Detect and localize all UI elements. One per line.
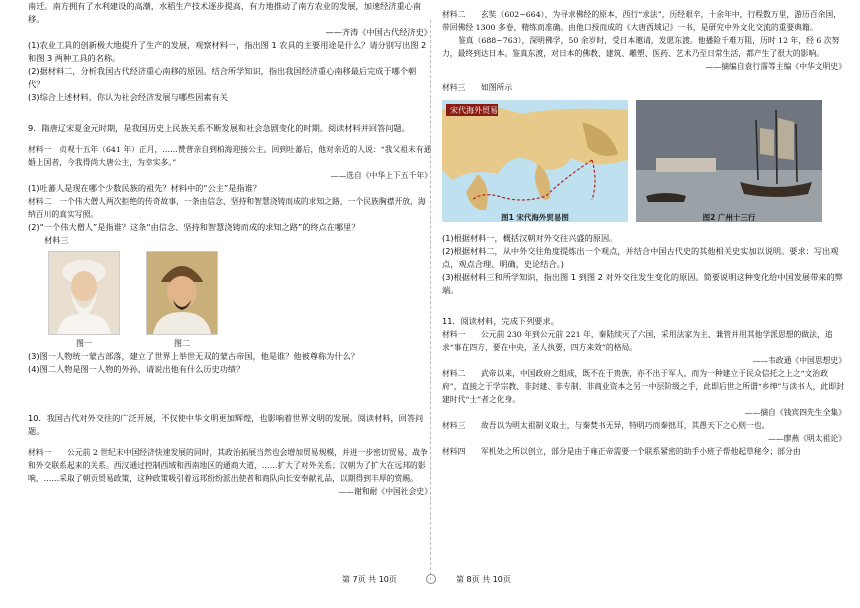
q11-material-3-source: ——廖燕《明太祖论》	[768, 434, 846, 443]
canton-thirteen-factories-figure	[636, 100, 822, 226]
source-citation: ——齐涛《中国古代经济史》	[325, 27, 432, 37]
q11-material-2: 材料二 武帝以来，中国政府之组成，既不在于贵族，亦不出于军人，而为一种建立于民众信托之上之“文治政府”，直接之于学宗教、非封建、非专制、非商业资本之另一中层阶级之手，此即后世之所谓“乡绅”与读书人，此即封建时代“士”者之化身。	[442, 369, 844, 404]
map-title: 宋代海外贸易	[450, 106, 498, 115]
question-8-1: (1)农业工具的创新极大地提升了生产的发展，观察材料一，指出图 1 农具的主要用途是什么？请分别写出图 2 和图 3 两种工具的名称。	[28, 40, 427, 63]
right-column	[442, 0, 846, 458]
q11-material-3: 材料三 故吾以为明太祖制义取士，与秦焚书无异，特明巧而秦拙耳，其愚天下之心则一也。	[442, 421, 770, 430]
q11-material-1-source: ——韦政通《中国思想史》	[752, 356, 846, 365]
question-9-title: 9．隋唐辽宋夏金元时期，是我国历史上民族关系不断发展和社会急剧变化的时期。阅读材料并回答问题。	[28, 123, 410, 133]
figure-2-caption-right: 图2 广州十三行	[702, 213, 756, 222]
q9-material-1-source: ——选自《中华上下五千年》	[330, 171, 432, 180]
question-9-2: (2)“一个伟大僧人”是指谁？这条“由信念、坚持和智慧浇铸而成的求知之路”的终点在哪里？	[28, 222, 360, 232]
figure-2-caption: 图二	[174, 339, 190, 348]
q10-material-1: 材料一 公元前 2 世纪末中国经济快速发展的同时，其政治拓展当然也会增加贸易规模，并进一步密切贸易、战争和外交联系起来的关系。西汉通过控制西域和西南地区的通商大道，……扩大了对外关系；汉朝为了扩大在远邦的影响，……采取了朝贡贸易政策，这种政策吸引着远邦纷纷派出使者和商队向长安奉献礼品，以期得到丰厚的赏赐。	[28, 448, 428, 483]
canton-painting	[636, 100, 822, 222]
figure-1	[48, 251, 120, 350]
q10-material-2b: 鉴真（688~763），深明佛学，50 余岁时，受日本邀请，发愿东渡。他播险千难万阻，历时 12 年，经 6 次努力，最终到达日本。鉴真东渡，对日本的佛教、建筑、雕塑、医药、艺术乃至日常生活，都产生了很大的影响。	[442, 36, 840, 58]
q10-material-3: 材料三 如图所示	[442, 83, 513, 92]
kublai-khan-portrait	[146, 251, 218, 335]
q10-material-1-source: ——谢和耐《中国社会史》	[338, 487, 432, 496]
intro-continuation: 南迁。南方拥有了水利建设的高潮，水稻生产技术逐步提高，有力地推动了南方农业的发展，加速经济重心南移。	[28, 1, 422, 24]
center-circle-icon	[426, 574, 436, 584]
question-8-3: (3)综合上述材料，你认为社会经济发展与哪些因素有关	[28, 92, 228, 102]
figure-2	[146, 251, 218, 350]
q10-material-2a: 材料二 玄奘（602~664），为寻求佛经的原本，西行“求法”，历经艰辛，十余年中，行程数万里，游历百余国，带回佛经 1300 多卷，精练而准确。由他口授而成的《大唐西域记》一书，是研究中外文化交流的重要典籍。	[442, 10, 842, 32]
q11-material-1: 材料一 公元前 230 年到公元前 221 年，秦陆续灭了六国，采用法家为主、兼管并用其他学派思想的做法，追求“事在四方，要在中央，圣人执要，四方来效”的格局。	[442, 330, 833, 352]
song-trade-map	[442, 100, 628, 222]
question-10-2: (2)根据材料二，从中外交往角度提炼出一个观点，并结合中国古代史的其他相关史实加以说明。要求：写出观点，观点合理、明确，史论结合。)	[442, 246, 839, 269]
figure-1-caption-right: 图1 宋代海外贸易图	[501, 213, 569, 222]
question-11-title: 11．阅读材料，完成下列要求。	[442, 316, 559, 326]
q10-material-2-source: ——摘编自袁行霈等主编《中华文明史》	[705, 62, 846, 71]
figure-1-caption: 图一	[76, 339, 92, 348]
figures-row	[442, 100, 846, 226]
song-trade-map-figure	[442, 100, 628, 226]
question-10-title: 10．我国古代对外交往的广泛开展，不仅使中华文明更加辉煌，也影响着世界文明的发展。阅读材料，回答问题。	[28, 413, 424, 436]
question-9-4: (4)图二人物是图一人物的外孙，请说出他有什么历史功绩？	[28, 364, 245, 374]
question-10-3: (3)根据材料三和所学知识，指出图 1 到图 2 对外交往发生变化的原因。简要说明这种变化给中国发展带来的弊端。	[442, 272, 843, 295]
question-9-1: (1)吐蕃人是现在哪个少数民族的祖先？材料中的“公主”是指谁？	[28, 183, 261, 193]
question-10-1: (1)根据材料一，概括汉朝对外交往兴盛的原因。	[442, 233, 618, 243]
page-number-left: 第 7页 共 10页	[342, 575, 397, 584]
column-divider	[430, 20, 431, 580]
question-8-2: (2)据材料二，分析我国古代经济重心南移的原因。结合所学知识，指出我国经济重心南移最后完成于哪个朝代？	[28, 66, 417, 89]
q9-material-3: 材料三	[44, 235, 69, 245]
genghis-khan-portrait	[48, 251, 120, 335]
portrait-row	[48, 251, 432, 350]
left-column	[28, 0, 432, 498]
q9-material-2: 材料二 一个伟大僧人两次拒绝的传奇故事，一条由信念、坚持和智慧浇铸而成的求知之路，一个民族胸襟开放，海纳百川的真实写照。	[28, 197, 426, 219]
q11-material-2-source: ——摘自《钱宾四先生全集》	[744, 408, 846, 417]
question-9-3: (3)图一人物统一蒙古部落，建立了世界上举世无双的蒙古帝国，他是谁？他被尊称为什么？	[28, 351, 359, 361]
q9-material-1: 材料一 贞观十五年（641 年）正月，……赞普亲自到柏海迎接公主。回到吐蕃后，他对亲近的人说：“我父祖未有通婚上国者，今我得尚大唐公主，为幸实多。”	[28, 145, 432, 167]
page-number-right: 第 8页 共 10页	[456, 575, 511, 584]
q11-material-4: 材料四 军机处之所以创立，部分是由于雍正帝需要一个联系紧密的助手小班子帮他起草秘令；部分由	[442, 447, 801, 456]
